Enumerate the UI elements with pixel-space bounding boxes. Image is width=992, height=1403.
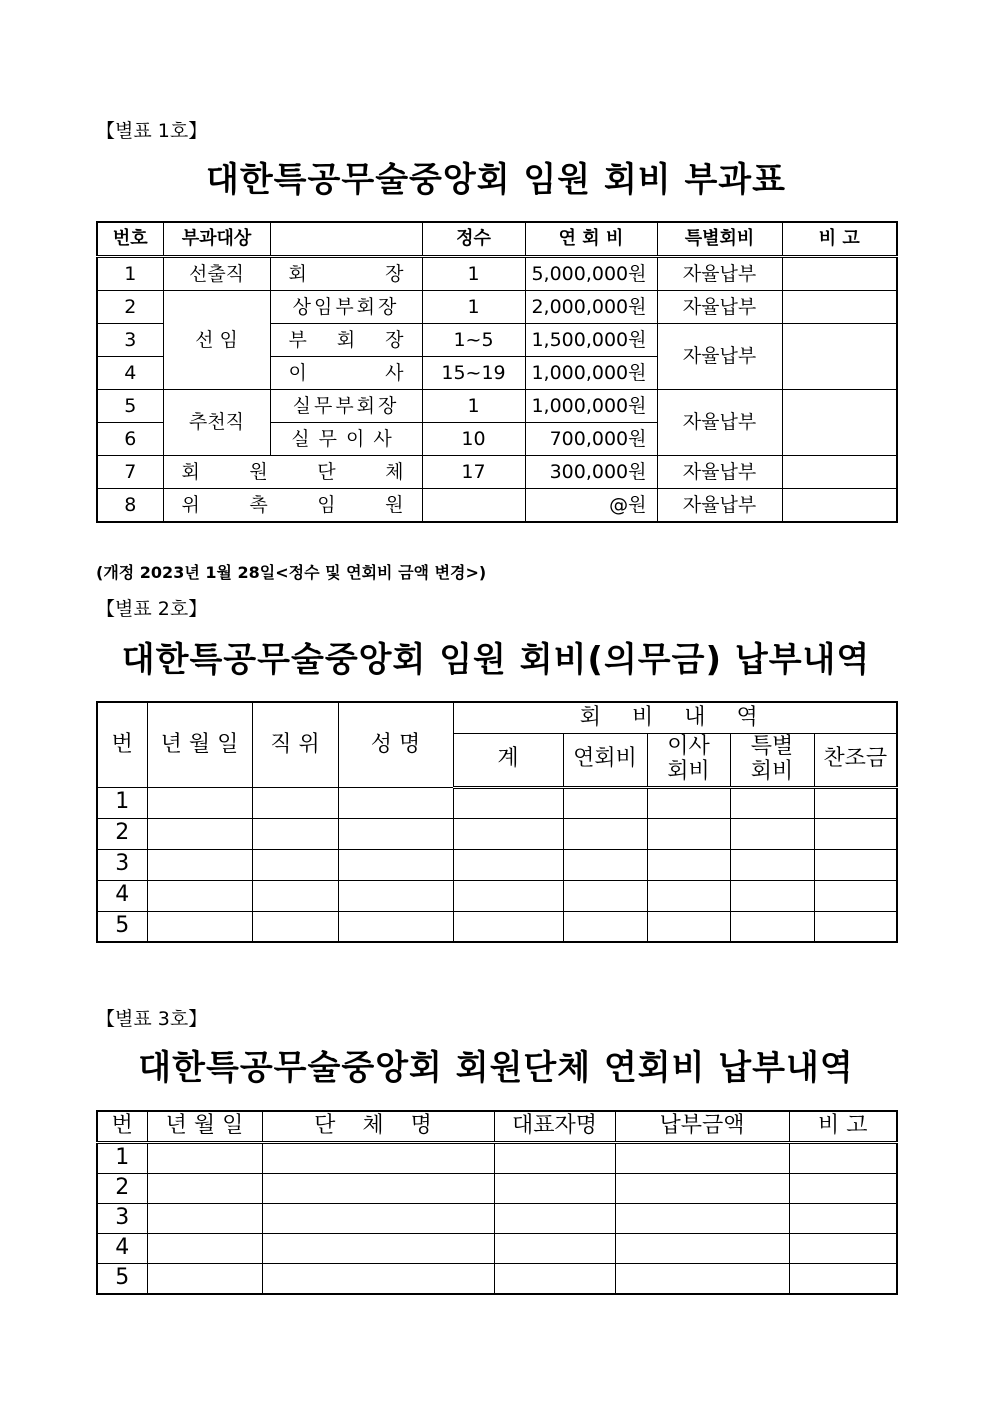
- section2-title: 대한특공무술중앙회 임원 회비(의무금) 납부내역: [121, 640, 871, 680]
- table-row: [97, 1143, 897, 1174]
- row-no: 4: [97, 1234, 147, 1264]
- header-count: 정수: [422, 222, 525, 257]
- row-count: 1: [422, 390, 525, 423]
- row-no: 4: [97, 880, 147, 911]
- row-no: 5: [97, 1264, 147, 1295]
- header-amount: 납부금액: [615, 1111, 789, 1143]
- table-row: [97, 257, 897, 291]
- row-count: 1: [422, 291, 525, 324]
- table-row: [97, 1264, 897, 1295]
- row-no: 2: [97, 291, 163, 324]
- table-row: [97, 390, 897, 423]
- row-remarks: [782, 291, 897, 324]
- section3-label: 【별표 3호】: [96, 1008, 208, 1030]
- row-count: 1~5: [422, 324, 525, 357]
- row-special: 자율납부: [657, 291, 782, 324]
- header-special-fee: 특별회비: [657, 222, 782, 257]
- row-no: 3: [97, 1204, 147, 1234]
- group-dues-table: [96, 1110, 898, 1295]
- header-no: 번: [97, 702, 147, 787]
- row-no: 8: [97, 489, 163, 523]
- section2-label: 【별표 2호】: [96, 598, 208, 620]
- header-total: 계: [453, 733, 563, 787]
- row-role: 부 회 장: [270, 324, 422, 357]
- table-row: [97, 911, 897, 942]
- header-no: 번: [97, 1111, 147, 1143]
- row-no: 4: [97, 357, 163, 390]
- row-no: 6: [97, 423, 163, 456]
- header-director-fee: 이사 회비: [647, 733, 730, 787]
- table-row: [97, 1174, 897, 1204]
- header-date: 년 월 일: [147, 702, 252, 787]
- header-remarks: 비 고: [789, 1111, 897, 1143]
- header-donation: 찬조금: [814, 733, 897, 787]
- row-role: 실무이사: [270, 423, 422, 456]
- header-representative: 대표자명: [494, 1111, 615, 1143]
- table-row: [97, 1234, 897, 1264]
- row-count: 15~19: [422, 357, 525, 390]
- header-remarks: 비 고: [782, 222, 897, 257]
- row-no: 5: [97, 911, 147, 942]
- dues-payment-table: [96, 701, 898, 943]
- revision-note: (개정 2023년 1월 28일<정수 및 연회비 금액 변경>): [96, 563, 487, 582]
- section1-title: 대한특공무술중앙회 임원 회비 부과표: [205, 160, 786, 200]
- row-remarks: [782, 489, 897, 523]
- header-annual-fee: 연회비: [563, 733, 647, 787]
- table-header-row: [97, 1111, 897, 1143]
- header-name: 성 명: [338, 702, 453, 787]
- row-fee: 1,500,000원: [525, 324, 657, 357]
- row-fee: 2,000,000원: [525, 291, 657, 324]
- row-special: 자율납부: [657, 456, 782, 489]
- row-count: 10: [422, 423, 525, 456]
- row-special: 자율납부: [657, 324, 782, 390]
- row-role: 회 장: [270, 257, 422, 291]
- row-remarks: [782, 456, 897, 489]
- row-no: 2: [97, 1174, 147, 1204]
- section3-title: 대한특공무술중앙회 회원단체 연회비 납부내역: [138, 1048, 854, 1088]
- table-row: [97, 291, 897, 324]
- table-row: [97, 489, 897, 523]
- header-target: 부과대상: [163, 222, 270, 257]
- header-blank: [270, 222, 422, 257]
- row-role: 회 원 단 체: [163, 456, 422, 489]
- row-no: 2: [97, 818, 147, 849]
- group-appointed: 선 임: [163, 291, 270, 390]
- row-fee: 300,000원: [525, 456, 657, 489]
- header-annual-fee: 연 회 비: [525, 222, 657, 257]
- row-role: 위 촉 임 원: [163, 489, 422, 523]
- table-row: [97, 880, 897, 911]
- header-org-name: 단 체 명: [262, 1111, 494, 1143]
- fee-schedule-table: [96, 221, 898, 523]
- table-header-row: [97, 702, 897, 733]
- row-fee: 1,000,000원: [525, 357, 657, 390]
- row-special: 자율납부: [657, 390, 782, 456]
- row-count: 17: [422, 456, 525, 489]
- header-date: 년 월 일: [147, 1111, 262, 1143]
- table-header-row: [97, 222, 897, 257]
- row-no: 7: [97, 456, 163, 489]
- group-elected: 선출직: [163, 257, 270, 291]
- group-recommended: 추천직: [163, 390, 270, 456]
- header-fee-details: 회 비 내 역: [453, 702, 897, 733]
- row-fee: @원: [525, 489, 657, 523]
- row-no: 1: [97, 257, 163, 291]
- row-remarks: [782, 257, 897, 291]
- row-fee: 5,000,000원: [525, 257, 657, 291]
- row-remarks: [782, 390, 897, 456]
- row-fee: 1,000,000원: [525, 390, 657, 423]
- row-count: [422, 489, 525, 523]
- row-fee: 700,000원: [525, 423, 657, 456]
- row-role: 실무부회장: [270, 390, 422, 423]
- row-special: 자율납부: [657, 257, 782, 291]
- row-no: 1: [97, 1143, 147, 1174]
- table-row: [97, 1204, 897, 1234]
- header-no: 번호: [97, 222, 163, 257]
- header-special-fee: 특별 회비: [730, 733, 814, 787]
- table-row: [97, 849, 897, 880]
- header-position: 직 위: [252, 702, 338, 787]
- row-special: 자율납부: [657, 489, 782, 523]
- row-role: 상임부회장: [270, 291, 422, 324]
- section1-label: 【별표 1호】: [96, 120, 208, 142]
- table-row: [97, 456, 897, 489]
- table-row: [97, 787, 897, 818]
- row-no: 5: [97, 390, 163, 423]
- row-role: 이 사: [270, 357, 422, 390]
- row-count: 1: [422, 257, 525, 291]
- table-row: [97, 818, 897, 849]
- row-no: 3: [97, 324, 163, 357]
- row-no: 1: [97, 787, 147, 818]
- row-no: 3: [97, 849, 147, 880]
- row-remarks: [782, 324, 897, 390]
